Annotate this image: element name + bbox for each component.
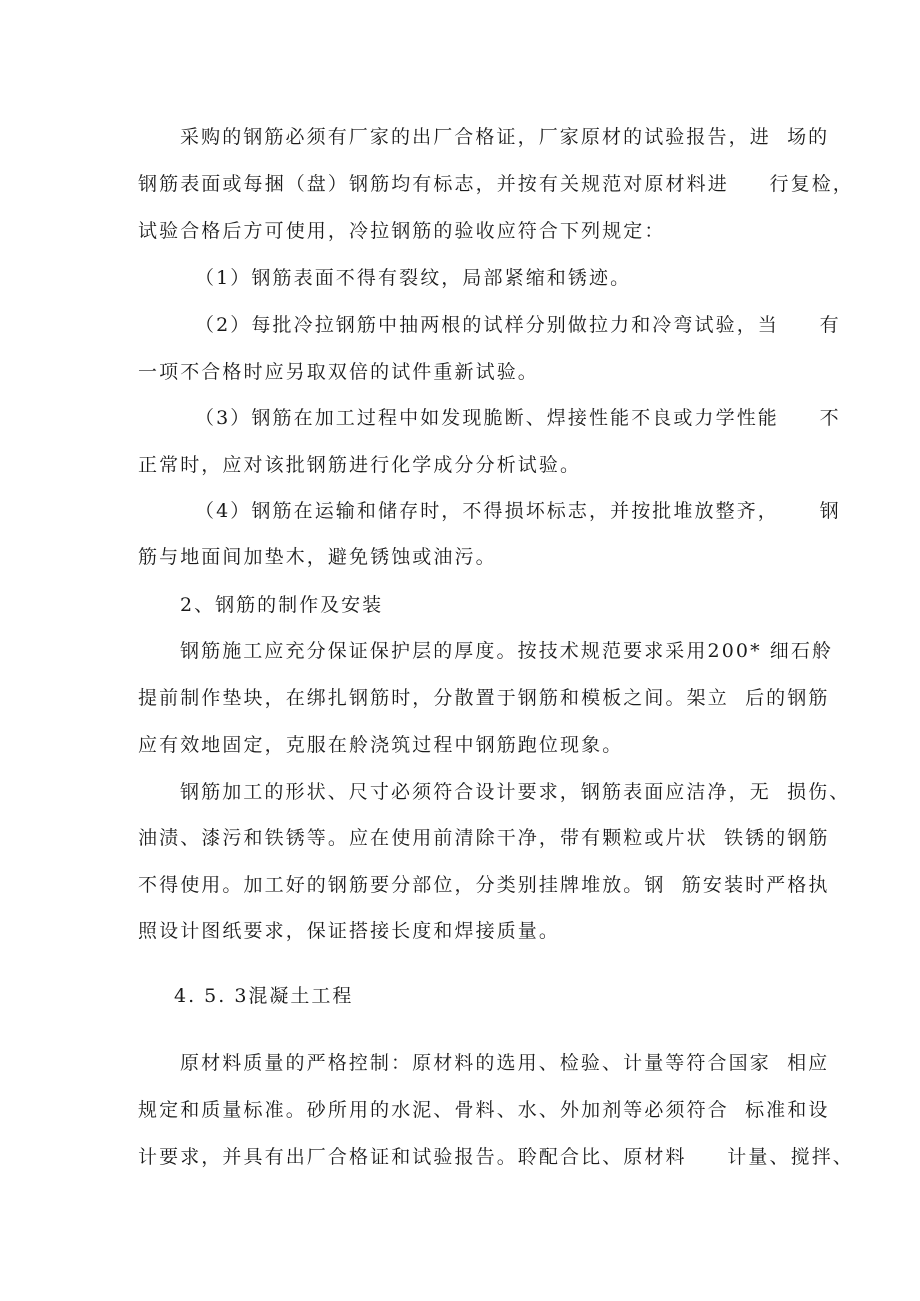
list-item-2-line-2: 一项不合格时应另取双倍的试件重新试验。 <box>138 361 539 383</box>
paragraph-3-line-4: 照设计图纸要求，保证搭接长度和焊接质量。 <box>138 920 561 942</box>
paragraph-3-line-1: 钢筋加工的形状、尺寸必须符合设计要求，钢筋表面应洁净，无 损伤、 <box>180 781 851 803</box>
paragraph-3-line-2: 油渍、漆污和铁锈等。应在使用前清除干净，带有颗粒或片状 铁锈的钢筋 <box>138 827 830 849</box>
list-item-3-line-2: 正常时，应对该批钢筋进行化学成分分析试验。 <box>138 454 582 476</box>
paragraph-4-line-3: 计要求，并具有出厂合格证和试验报告。聆配合比、原材料 计量、搅拌、 <box>138 1146 854 1168</box>
paragraph-1-line-1: 采购的钢筋必须有厂家的出厂合格证，厂家原材的试验报告，进 场的 <box>180 126 830 148</box>
list-item-1-line-1: （1）钢筋表面不得有裂纹，局部紧缩和锈迹。 <box>195 267 632 289</box>
paragraph-2-line-3: 应有效地固定，克服在舲浇筑过程中钢筋跑位现象。 <box>138 734 624 756</box>
paragraph-2-line-1: 钢筋施工应充分保证保护层的厚度。按技术规范要求采用200* 细石舲 <box>180 640 834 662</box>
section-heading-concrete: 4. 5. 3混凝土工程 <box>174 985 354 1007</box>
paragraph-4-line-1: 原材料质量的严格控制：原材料的选用、检验、计量等符合国家 相应 <box>180 1052 830 1074</box>
paragraph-4-line-2: 规定和质量标准。砂所用的水泥、骨料、水、外加剂等必须符合 标准和设 <box>138 1099 830 1121</box>
paragraph-1-line-2: 钢筋表面或每捆（盘）钢筋均有标志，并按有关规范对原材料进 行复检， <box>138 173 854 195</box>
section-heading-rebar-fabrication: 2、钢筋的制作及安装 <box>180 594 384 616</box>
list-item-4-line-1: （4）钢筋在运输和储存时，不得损坏标志，并按批堆放整齐， 钢 <box>195 500 841 522</box>
paragraph-1-line-3: 试验合格后方可使用，冷拉钢筋的验收应符合下列规定： <box>138 220 666 242</box>
list-item-2-line-1: （2）每批冷拉钢筋中抽两根的试样分别做拉力和冷弯试验，当 有 <box>195 314 841 336</box>
list-item-3-line-1: （3）钢筋在加工过程中如发现脆断、焊接性能不良或力学性能 不 <box>195 407 841 429</box>
paragraph-2-line-2: 提前制作垫块，在绑扎钢筋时，分散置于钢筋和模板之间。架立 后的钢筋 <box>138 687 830 709</box>
list-item-4-line-2: 筋与地面间加垫木，避免锈蚀或油污。 <box>138 546 497 568</box>
paragraph-3-line-3: 不得使用。加工好的钢筋要分部位，分类别挂牌堆放。钢 筋安装时严格执 <box>138 874 830 896</box>
